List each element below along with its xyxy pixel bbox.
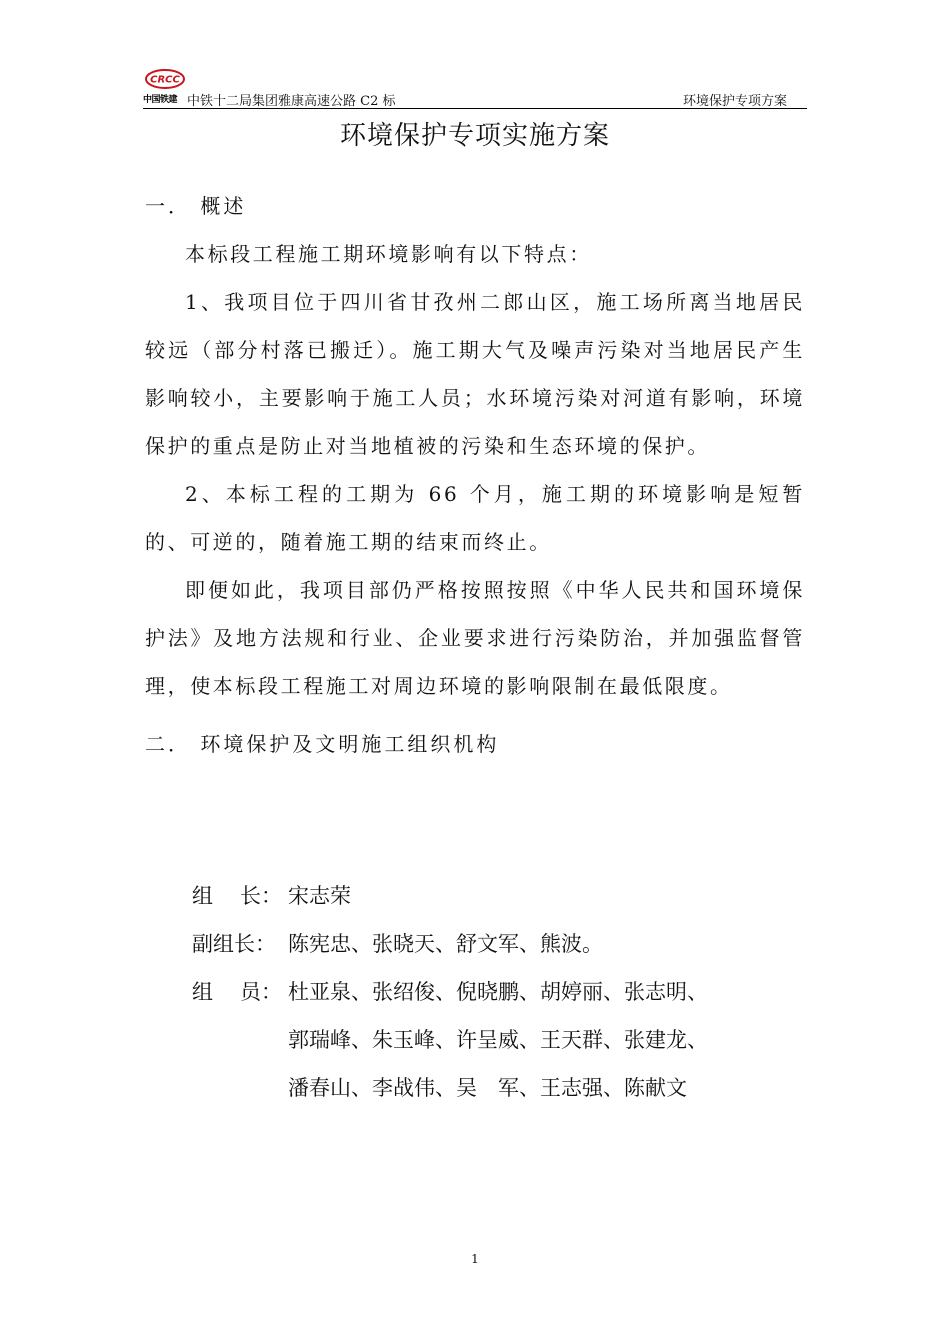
paragraph: 即便如此，我项目部仍严格按照按照《中华人民共和国环境保护法》及地方法规和行业、企业要求进行污染防治，并加强监督管理，使本标段工程施工对周边环境的影响限制在最低限度。 — [145, 578, 805, 698]
org-member-row: 组 员： 杜亚泉、张绍俊、倪晓鹏、胡婷丽、张志明、 — [192, 968, 792, 1016]
header-divider — [143, 108, 807, 109]
paragraph: 本标段工程施工期环境影响有以下特点： — [185, 242, 592, 266]
document-body — [145, 184, 805, 766]
org-deputy-names: 陈宪忠、张晓天、舒文军、熊波。 — [288, 932, 603, 956]
section-heading-1: 一． 概述 — [145, 194, 247, 218]
paragraph: 1、我项目位于四川省甘孜州二郎山区，施工场所离当地居民较远（部分村落已搬迁）。施工期大气及噪声污染对当地居民产生影响较小，主要影响于施工人员；水环境污染对河道有影响，环境保护的重点是防止对当地植被的污染和生态环境的保护。 — [145, 290, 805, 458]
logo-text: 中国铁建 — [143, 95, 178, 105]
page-number: 1 — [471, 1252, 479, 1266]
org-member-row — [192, 1016, 792, 1064]
org-deputy-row — [192, 920, 792, 968]
header-company: 中铁十二局集团雅康高速公路 C2 标 — [187, 94, 396, 109]
org-leader-row: 组 长： 宋志荣 — [192, 872, 792, 920]
page-header — [143, 68, 807, 108]
org-structure — [192, 872, 792, 1112]
org-member-names: 郭瑞峰、朱玉峰、许呈威、王天群、张建龙、 — [288, 1028, 708, 1052]
org-member-names: 潘春山、李战伟、吴 军、王志强、陈献文 — [288, 1076, 687, 1100]
header-doc-name: 环境保护专项方案 — [682, 94, 787, 109]
svg-text:CRCC: CRCC — [150, 74, 180, 86]
org-deputy-label: 副组长： — [192, 932, 276, 956]
document-title: 环境保护专项实施方案 — [339, 121, 610, 151]
org-leader-name: 宋志荣 — [288, 884, 351, 908]
org-member-row — [192, 1064, 792, 1112]
paragraph: 2、本标工程的工期为 66 个月，施工期的环境影响是短暂的、可逆的，随着施工期的结束而终止。 — [145, 482, 805, 554]
org-member-names: 杜亚泉、张绍俊、倪晓鹏、胡婷丽、张志明、 — [288, 980, 708, 1004]
section-heading-2: 二． 环境保护及文明施工组织机构 — [145, 732, 500, 756]
